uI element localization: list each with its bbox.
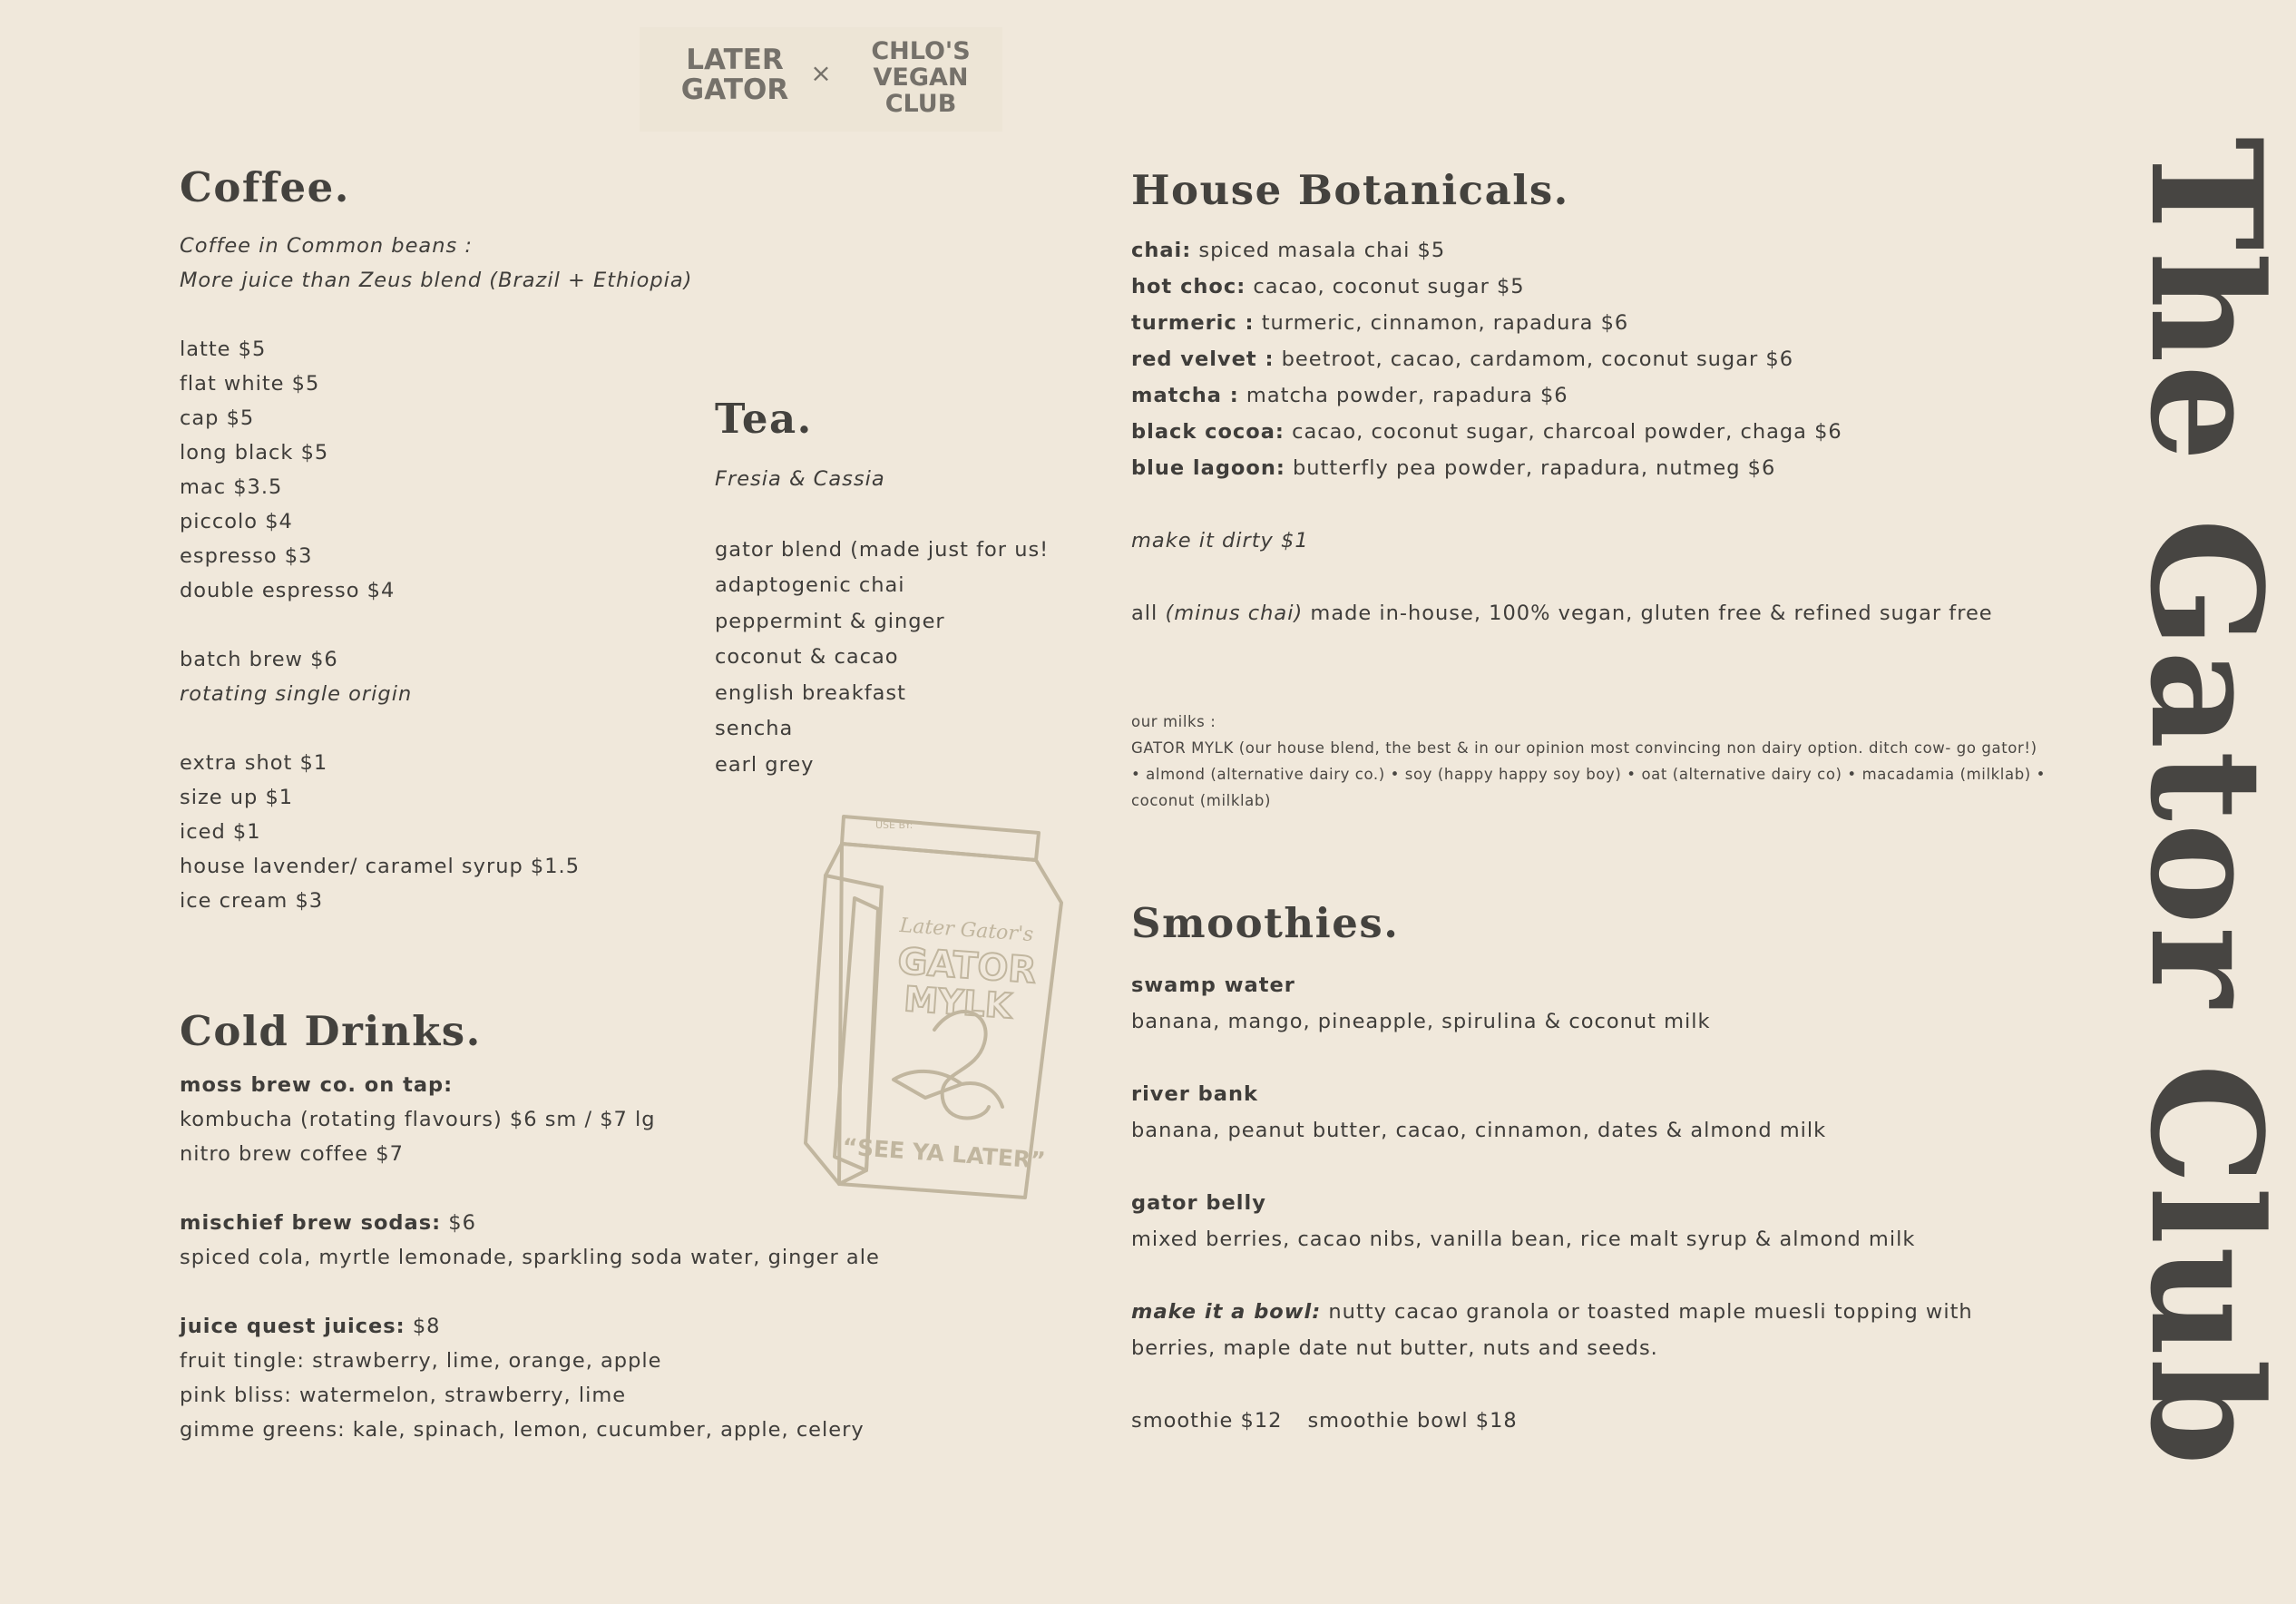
smoothie-name: gator belly xyxy=(1131,1191,1266,1215)
menu-item: red velvet : beetroot, cacao, cardamom, coconut sugar $6 xyxy=(1131,347,1794,371)
menu-item: mac $3.5 xyxy=(180,475,283,499)
milks-line: coconut (milklab) xyxy=(1131,792,1272,809)
collab-logo xyxy=(640,27,1002,132)
menu-item: extra shot $1 xyxy=(180,751,328,775)
smoothies-section xyxy=(1131,899,1399,947)
tea-section xyxy=(715,395,813,443)
menu-item: english breakfast xyxy=(715,680,906,705)
carton-brand: Later Gator's xyxy=(898,914,1035,947)
smoothie-name: river bank xyxy=(1131,1082,1258,1106)
tea-heading: Tea. xyxy=(715,395,813,443)
menu-item: turmeric : turmeric, cinnamon, rapadura $6 xyxy=(1131,311,1629,335)
menu-subheading: juice quest juices: $8 xyxy=(180,1315,441,1338)
menu-item: ice cream $3 xyxy=(180,889,324,913)
tea-list xyxy=(715,462,1049,783)
menu-item: coconut & cacao xyxy=(715,645,899,669)
menu-item: peppermint & ginger xyxy=(715,609,945,633)
later-gator-logo: LATER GATOR xyxy=(680,44,789,106)
menu-item: batch brew $6 xyxy=(180,648,338,671)
menu-subheading: moss brew co. on tap: xyxy=(180,1073,454,1097)
menu-item: size up $1 xyxy=(180,786,294,809)
smoothie-prices: smoothie $12 smoothie bowl $18 xyxy=(1131,1409,1518,1433)
coffee-list xyxy=(180,229,692,918)
menu-note: rotating single origin xyxy=(180,682,413,706)
menu-item: spiced cola, myrtle lemonade, sparkling soda water, ginger ale xyxy=(180,1246,880,1269)
botanicals-section xyxy=(1131,166,1569,214)
chlos-vegan-club-logo: CHLO'S VEGAN CLUB xyxy=(871,37,971,118)
menu-item: latte $5 xyxy=(180,337,267,361)
smoothie-name: swamp water xyxy=(1131,973,1295,997)
menu-item: blue lagoon: butterfly pea powder, rapadura, nutmeg $6 xyxy=(1131,456,1776,480)
smoothie-desc: mixed berries, cacao nibs, vanilla bean, rice malt syrup & almond milk xyxy=(1131,1227,1916,1251)
smoothie-desc: banana, peanut butter, cacao, cinnamon, dates & almond milk xyxy=(1131,1119,1827,1142)
menu-item: double espresso $4 xyxy=(180,579,396,602)
side-title: The Gator Club xyxy=(2116,136,2296,1468)
menu-item: gimme greens: kale, spinach, lemon, cucumber, apple, celery xyxy=(180,1418,865,1442)
menu-item: adaptogenic chai xyxy=(715,573,905,597)
coffee-section xyxy=(180,163,350,211)
smoothies-list xyxy=(1131,967,1973,1439)
menu-item: espresso $3 xyxy=(180,544,313,568)
menu-subheading: mischief brew sodas: $6 xyxy=(180,1211,476,1235)
botanicals-heading: House Botanicals. xyxy=(1131,166,1569,214)
tea-supplier: Fresia & Cassia xyxy=(715,467,885,491)
menu-item: iced $1 xyxy=(180,820,261,844)
botanicals-note: all (minus chai) made in-house, 100% vegan, gluten free & refined sugar free xyxy=(1131,602,1993,625)
botanicals-list xyxy=(1131,232,1993,631)
menu-item: matcha : matcha powder, rapadura $6 xyxy=(1131,384,1568,407)
menu-item: kombucha (rotating flavours) $6 sm / $7 lg xyxy=(180,1108,656,1131)
carton-title-gator: GATOR xyxy=(896,940,1038,993)
carton-use-by: USE BY: xyxy=(875,819,914,831)
cold-drinks-section xyxy=(180,1007,482,1055)
smoothies-heading: Smoothies. xyxy=(1131,899,1400,947)
logo-separator: × xyxy=(810,58,832,88)
milks-line: GATOR MYLK (our house blend, the best & in our opinion most convincing non dairy option. ditch cow- go gator!) xyxy=(1131,739,2037,757)
coffee-beans: Coffee in Common beans : xyxy=(180,234,473,258)
menu-item: pink bliss: watermelon, strawberry, lime xyxy=(180,1384,627,1407)
menu-item: chai: spiced masala chai $5 xyxy=(1131,239,1446,262)
menu-item: hot choc: cacao, coconut sugar $5 xyxy=(1131,275,1525,298)
carton-title-mylk: MYLK xyxy=(903,978,1013,1027)
menu-item: nitro brew coffee $7 xyxy=(180,1142,404,1166)
menu-item: piccolo $4 xyxy=(180,510,293,533)
menu-item: gator blend (made just for us! xyxy=(715,537,1050,562)
bowl-option-cont: berries, maple date nut butter, nuts and seeds. xyxy=(1131,1336,1658,1360)
coffee-heading: Coffee. xyxy=(180,163,350,211)
smoothie-desc: banana, mango, pineapple, spirulina & coconut milk xyxy=(1131,1010,1711,1033)
menu-item: long black $5 xyxy=(180,441,329,465)
coffee-blend: More juice than Zeus blend (Brazil + Ethiopia) xyxy=(180,269,693,292)
menu-item: flat white $5 xyxy=(180,372,320,396)
menu-item: cap $5 xyxy=(180,406,255,430)
milks-line: • almond (alternative dairy co.) • soy (happy happy soy boy) • oat (alternative dairy co) • macadamia (milklab) • xyxy=(1131,766,2046,783)
menu-item: sencha xyxy=(715,717,794,740)
menu-item: fruit tingle: strawberry, lime, orange, apple xyxy=(180,1349,662,1373)
alligator-icon xyxy=(934,1012,989,1118)
cold-drinks-list xyxy=(180,1068,880,1447)
milks-title: our milks : xyxy=(1131,713,1216,730)
milks-info xyxy=(1131,709,2047,814)
carton-slogan: “SEE YA LATER” xyxy=(841,1133,1047,1174)
cold-drinks-heading: Cold Drinks. xyxy=(180,1007,482,1055)
menu-note: make it dirty $1 xyxy=(1131,529,1309,553)
side-title-band xyxy=(2116,0,2296,1604)
menu-item: house lavender/ caramel syrup $1.5 xyxy=(180,855,581,878)
menu-item: black cocoa: cacao, coconut sugar, charcoal powder, chaga $6 xyxy=(1131,420,1842,444)
menu-item: earl grey xyxy=(715,752,815,777)
bowl-option: make it a bowl: nutty cacao granola or toasted maple muesli topping with xyxy=(1131,1300,1973,1324)
